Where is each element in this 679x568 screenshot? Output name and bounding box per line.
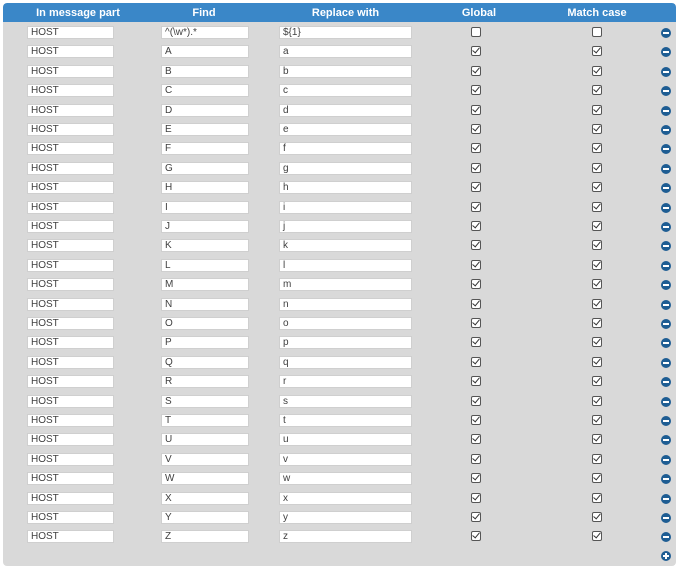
column-header-find: Find	[192, 7, 216, 19]
message-part-field[interactable]: HOST	[27, 356, 114, 369]
message-part-field[interactable]: HOST	[27, 239, 114, 252]
table-row	[3, 489, 676, 508]
find-input[interactable]: H	[161, 181, 249, 194]
message-part-field[interactable]: HOST	[27, 259, 114, 272]
replace-input[interactable]: a	[279, 45, 412, 58]
match-case-checkbox[interactable]	[592, 240, 602, 250]
match-case-checkbox[interactable]	[592, 531, 602, 541]
minus-circle-icon[interactable]	[661, 319, 671, 329]
global-checkbox[interactable]	[471, 415, 481, 425]
table-row	[3, 430, 676, 449]
table-row	[3, 508, 676, 527]
global-checkbox[interactable]	[471, 318, 481, 328]
replace-input[interactable]: u	[279, 433, 412, 446]
find-input[interactable]: B	[161, 65, 249, 78]
minus-circle-icon[interactable]	[661, 144, 671, 154]
message-part-field[interactable]: HOST	[27, 26, 114, 39]
global-checkbox[interactable]	[471, 299, 481, 309]
table-row	[3, 333, 676, 352]
message-part-field[interactable]: HOST	[27, 278, 114, 291]
table-row	[3, 256, 676, 275]
global-checkbox[interactable]	[471, 260, 481, 270]
minus-circle-icon[interactable]	[661, 300, 671, 310]
minus-circle-icon[interactable]	[661, 106, 671, 116]
replace-input[interactable]: h	[279, 181, 412, 194]
minus-circle-icon[interactable]	[661, 532, 671, 542]
minus-circle-icon[interactable]	[661, 338, 671, 348]
message-part-field[interactable]: HOST	[27, 492, 114, 505]
match-case-checkbox[interactable]	[592, 143, 602, 153]
global-checkbox[interactable]	[471, 105, 481, 115]
find-input[interactable]: V	[161, 453, 249, 466]
table-row	[3, 450, 676, 469]
message-part-field[interactable]: HOST	[27, 530, 114, 543]
match-case-checkbox[interactable]	[592, 434, 602, 444]
message-part-field[interactable]: HOST	[27, 433, 114, 446]
match-case-checkbox[interactable]	[592, 415, 602, 425]
find-input[interactable]: T	[161, 414, 249, 427]
global-checkbox[interactable]	[471, 221, 481, 231]
match-case-checkbox[interactable]	[592, 124, 602, 134]
message-part-field[interactable]: HOST	[27, 181, 114, 194]
match-case-checkbox[interactable]	[592, 376, 602, 386]
message-part-field[interactable]: HOST	[27, 201, 114, 214]
minus-circle-icon[interactable]	[661, 494, 671, 504]
message-part-field[interactable]: HOST	[27, 395, 114, 408]
replace-input[interactable]: z	[279, 530, 412, 543]
replace-input[interactable]: l	[279, 259, 412, 272]
minus-circle-icon[interactable]	[661, 47, 671, 57]
message-part-field[interactable]: HOST	[27, 45, 114, 58]
global-checkbox[interactable]	[471, 66, 481, 76]
find-input[interactable]: W	[161, 472, 249, 485]
replace-input[interactable]: k	[279, 239, 412, 252]
replace-input[interactable]: n	[279, 298, 412, 311]
match-case-checkbox[interactable]	[592, 473, 602, 483]
replace-input[interactable]: d	[279, 104, 412, 117]
match-case-checkbox[interactable]	[592, 493, 602, 503]
message-part-field[interactable]: HOST	[27, 375, 114, 388]
table-row	[3, 120, 676, 139]
global-checkbox[interactable]	[471, 337, 481, 347]
minus-circle-icon[interactable]	[661, 455, 671, 465]
match-case-checkbox[interactable]	[592, 182, 602, 192]
replace-input[interactable]: i	[279, 201, 412, 214]
minus-circle-icon[interactable]	[661, 474, 671, 484]
find-input[interactable]: Y	[161, 511, 249, 524]
find-input[interactable]: O	[161, 317, 249, 330]
find-input[interactable]: K	[161, 239, 249, 252]
minus-circle-icon[interactable]	[661, 164, 671, 174]
table-row	[3, 275, 676, 294]
global-checkbox[interactable]	[471, 85, 481, 95]
global-checkbox[interactable]	[471, 27, 481, 37]
message-part-field[interactable]: HOST	[27, 65, 114, 78]
message-part-field[interactable]: HOST	[27, 414, 114, 427]
find-input[interactable]: S	[161, 395, 249, 408]
global-checkbox[interactable]	[471, 396, 481, 406]
table-row	[3, 372, 676, 391]
replace-input[interactable]: g	[279, 162, 412, 175]
minus-circle-icon[interactable]	[661, 222, 671, 232]
match-case-checkbox[interactable]	[592, 357, 602, 367]
replace-input[interactable]: e	[279, 123, 412, 136]
match-case-checkbox[interactable]	[592, 396, 602, 406]
replace-input[interactable]: s	[279, 395, 412, 408]
table-row	[3, 314, 676, 333]
minus-circle-icon[interactable]	[661, 67, 671, 77]
match-case-checkbox[interactable]	[592, 260, 602, 270]
replace-input[interactable]: b	[279, 65, 412, 78]
replace-input[interactable]: w	[279, 472, 412, 485]
global-checkbox[interactable]	[471, 202, 481, 212]
replace-input[interactable]: x	[279, 492, 412, 505]
global-checkbox[interactable]	[471, 454, 481, 464]
find-input[interactable]: ^(\w*).*	[161, 26, 249, 39]
match-case-checkbox[interactable]	[592, 163, 602, 173]
table-row	[3, 411, 676, 430]
minus-circle-icon[interactable]	[661, 513, 671, 523]
table-row	[3, 159, 676, 178]
message-part-field[interactable]: HOST	[27, 142, 114, 155]
replace-input[interactable]: t	[279, 414, 412, 427]
global-checkbox[interactable]	[471, 182, 481, 192]
minus-circle-icon[interactable]	[661, 435, 671, 445]
find-input[interactable]: N	[161, 298, 249, 311]
minus-circle-icon[interactable]	[661, 416, 671, 426]
minus-circle-icon[interactable]	[661, 241, 671, 251]
find-input[interactable]: C	[161, 84, 249, 97]
table-row	[3, 527, 676, 546]
find-input[interactable]: F	[161, 142, 249, 155]
message-part-field[interactable]: HOST	[27, 162, 114, 175]
plus-circle-icon[interactable]	[661, 551, 671, 561]
find-input[interactable]: M	[161, 278, 249, 291]
global-checkbox[interactable]	[471, 46, 481, 56]
find-input[interactable]: I	[161, 201, 249, 214]
find-input[interactable]: X	[161, 492, 249, 505]
minus-circle-icon[interactable]	[661, 125, 671, 135]
match-case-checkbox[interactable]	[592, 337, 602, 347]
table-row	[3, 469, 676, 488]
match-case-checkbox[interactable]	[592, 299, 602, 309]
table-row	[3, 236, 676, 255]
message-part-field[interactable]: HOST	[27, 472, 114, 485]
find-input[interactable]: R	[161, 375, 249, 388]
replace-input[interactable]: q	[279, 356, 412, 369]
replace-input[interactable]: ${1}	[279, 26, 412, 39]
match-case-checkbox[interactable]	[592, 105, 602, 115]
find-input[interactable]: L	[161, 259, 249, 272]
global-checkbox[interactable]	[471, 512, 481, 522]
find-input[interactable]: P	[161, 336, 249, 349]
table-row	[3, 353, 676, 372]
minus-circle-icon[interactable]	[661, 28, 671, 38]
table-row	[3, 81, 676, 100]
message-part-field[interactable]: HOST	[27, 511, 114, 524]
message-part-field[interactable]: HOST	[27, 317, 114, 330]
table-row	[3, 295, 676, 314]
match-case-checkbox[interactable]	[592, 279, 602, 289]
message-part-field[interactable]: HOST	[27, 453, 114, 466]
message-part-field[interactable]: HOST	[27, 123, 114, 136]
global-checkbox[interactable]	[471, 473, 481, 483]
find-input[interactable]: U	[161, 433, 249, 446]
replace-input[interactable]: m	[279, 278, 412, 291]
global-checkbox[interactable]	[471, 143, 481, 153]
match-case-checkbox[interactable]	[592, 46, 602, 56]
minus-circle-icon[interactable]	[661, 261, 671, 271]
global-checkbox[interactable]	[471, 357, 481, 367]
table-row	[3, 217, 676, 236]
global-checkbox[interactable]	[471, 434, 481, 444]
global-checkbox[interactable]	[471, 376, 481, 386]
find-input[interactable]: G	[161, 162, 249, 175]
minus-circle-icon[interactable]	[661, 203, 671, 213]
match-case-checkbox[interactable]	[592, 66, 602, 76]
find-input[interactable]: Q	[161, 356, 249, 369]
minus-circle-icon[interactable]	[661, 377, 671, 387]
replace-input[interactable]: v	[279, 453, 412, 466]
match-case-checkbox[interactable]	[592, 27, 602, 37]
match-case-checkbox[interactable]	[592, 318, 602, 328]
table-row	[3, 178, 676, 197]
replacement-rules-panel	[3, 3, 676, 566]
table-header	[3, 3, 676, 22]
minus-circle-icon[interactable]	[661, 397, 671, 407]
replace-input[interactable]: p	[279, 336, 412, 349]
find-input[interactable]: J	[161, 220, 249, 233]
message-part-field[interactable]: HOST	[27, 104, 114, 117]
replace-input[interactable]: y	[279, 511, 412, 524]
minus-circle-icon[interactable]	[661, 358, 671, 368]
replace-input[interactable]: j	[279, 220, 412, 233]
find-input[interactable]: D	[161, 104, 249, 117]
table-row	[3, 392, 676, 411]
message-part-field[interactable]: HOST	[27, 336, 114, 349]
find-input[interactable]: E	[161, 123, 249, 136]
replace-input[interactable]: f	[279, 142, 412, 155]
match-case-checkbox[interactable]	[592, 221, 602, 231]
message-part-field[interactable]: HOST	[27, 84, 114, 97]
global-checkbox[interactable]	[471, 493, 481, 503]
message-part-field[interactable]: HOST	[27, 298, 114, 311]
find-input[interactable]: A	[161, 45, 249, 58]
table-row	[3, 101, 676, 120]
table-row	[3, 198, 676, 217]
replace-input[interactable]: r	[279, 375, 412, 388]
global-checkbox[interactable]	[471, 531, 481, 541]
table-row	[3, 23, 676, 42]
minus-circle-icon[interactable]	[661, 86, 671, 96]
table-row	[3, 62, 676, 81]
column-header-match-case: Match case	[567, 7, 627, 19]
column-header-in-message-part: In message part	[36, 7, 120, 19]
minus-circle-icon[interactable]	[661, 280, 671, 290]
minus-circle-icon[interactable]	[661, 183, 671, 193]
table-row	[3, 42, 676, 61]
replace-input[interactable]: c	[279, 84, 412, 97]
message-part-field[interactable]: HOST	[27, 220, 114, 233]
find-input[interactable]: Z	[161, 530, 249, 543]
column-header-replace-with: Replace with	[311, 7, 380, 19]
table-row	[3, 139, 676, 158]
match-case-checkbox[interactable]	[592, 512, 602, 522]
replace-input[interactable]: o	[279, 317, 412, 330]
match-case-checkbox[interactable]	[592, 454, 602, 464]
global-checkbox[interactable]	[471, 240, 481, 250]
match-case-checkbox[interactable]	[592, 202, 602, 212]
column-header-global: Global	[461, 7, 497, 19]
global-checkbox[interactable]	[471, 124, 481, 134]
global-checkbox[interactable]	[471, 279, 481, 289]
match-case-checkbox[interactable]	[592, 85, 602, 95]
global-checkbox[interactable]	[471, 163, 481, 173]
